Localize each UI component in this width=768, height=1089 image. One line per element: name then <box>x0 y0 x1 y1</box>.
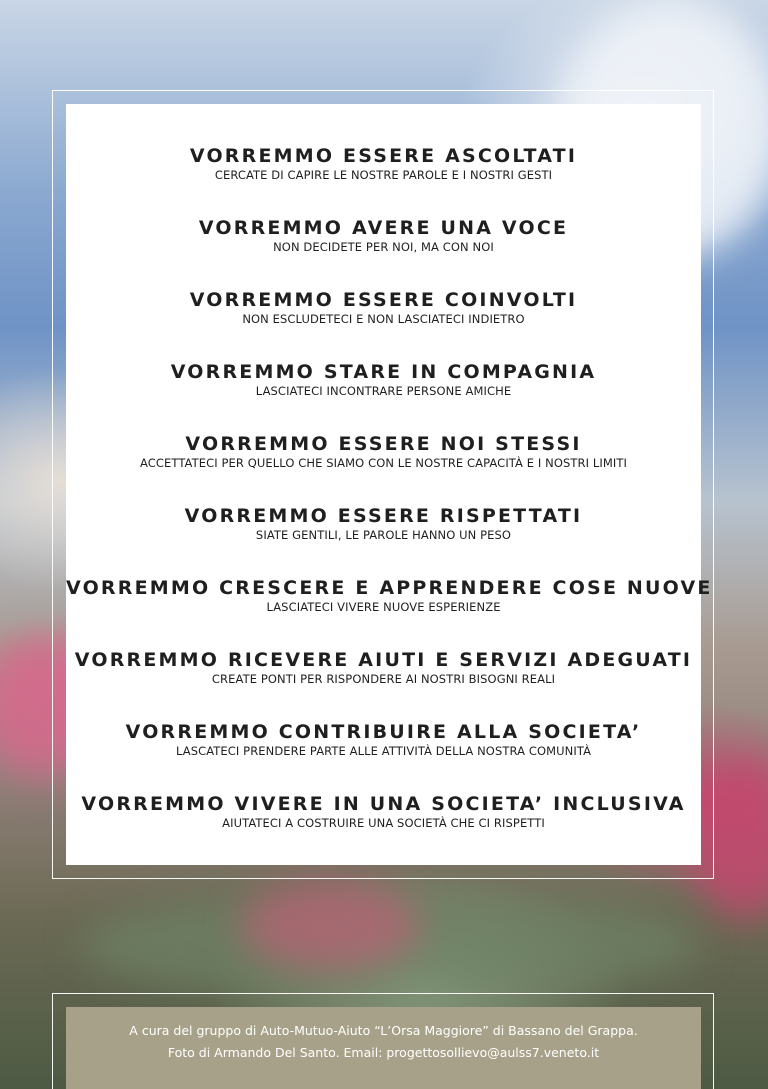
item-title: VORREMMO STARE IN COMPAGNIA <box>170 361 597 383</box>
item-title: VORREMMO CONTRIBUIRE ALLA SOCIETA’ <box>125 721 642 743</box>
item-title: VORREMMO ESSERE ASCOLTATI <box>189 145 578 167</box>
list-item <box>66 504 701 576</box>
list-item <box>66 216 701 288</box>
item-title: VORREMMO ESSERE COINVOLTI <box>189 289 578 311</box>
background-photo-flower <box>240 880 420 970</box>
list-item <box>66 576 713 648</box>
item-subtitle: CREATE PONTI PER RISPONDERE AI NOSTRI BISOGNI REALI <box>211 672 556 686</box>
list-item <box>66 720 701 792</box>
item-subtitle: ACCETTATECI PER QUELLO CHE SIAMO CON LE NOSTRE CAPACITÀ E I NOSTRI LIMITI <box>140 456 627 470</box>
credits-line: A cura del gruppo di Auto-Mutuo-Aiuto “L’Orsa Maggiore” di Bassano del Grappa. <box>129 1023 638 1038</box>
item-subtitle: LASCIATECI INCONTRARE PERSONE AMICHE <box>255 384 512 398</box>
item-subtitle: NON DECIDETE PER NOI, MA CON NOI <box>273 240 494 254</box>
item-subtitle: NON ESCLUDETECI E NON LASCIATECI INDIETRO <box>242 312 525 326</box>
list-item <box>66 648 701 720</box>
list-item <box>66 792 701 864</box>
item-title: VORREMMO RICEVERE AIUTI E SERVIZI ADEGUATI <box>74 649 693 671</box>
item-subtitle: AIUTATECI A COSTRUIRE UNA SOCIETÀ CHE CI RISPETTI <box>222 816 545 830</box>
content-card <box>66 104 713 865</box>
list-item <box>66 432 701 504</box>
item-subtitle: LASCATECI PRENDERE PARTE ALLE ATTIVITÀ DELLA NOSTRA COMUNITÀ <box>175 744 592 758</box>
list-item <box>66 288 701 360</box>
item-title: VORREMMO VIVERE IN UNA SOCIETA’ INCLUSIVA <box>81 793 686 815</box>
list-item <box>66 360 701 432</box>
contact-line: Foto di Armando Del Santo. Email: progettosollievo@aulss7.veneto.it <box>167 1045 600 1060</box>
item-title: VORREMMO AVERE UNA VOCE <box>198 217 569 239</box>
list-item <box>66 144 701 216</box>
item-title: VORREMMO ESSERE NOI STESSI <box>185 433 582 455</box>
item-title: VORREMMO ESSERE RISPETTATI <box>184 505 583 527</box>
credits-footer <box>66 1007 701 1089</box>
item-subtitle: SIATE GENTILI, LE PAROLE HANNO UN PESO <box>255 528 512 542</box>
item-title: VORREMMO CRESCERE E APPRENDERE COSE NUOVE <box>66 577 713 599</box>
item-subtitle: CERCATE DI CAPIRE LE NOSTRE PAROLE E I NOSTRI GESTI <box>214 168 553 182</box>
item-subtitle: LASCIATECI VIVERE NUOVE ESPERIENZE <box>266 600 501 614</box>
